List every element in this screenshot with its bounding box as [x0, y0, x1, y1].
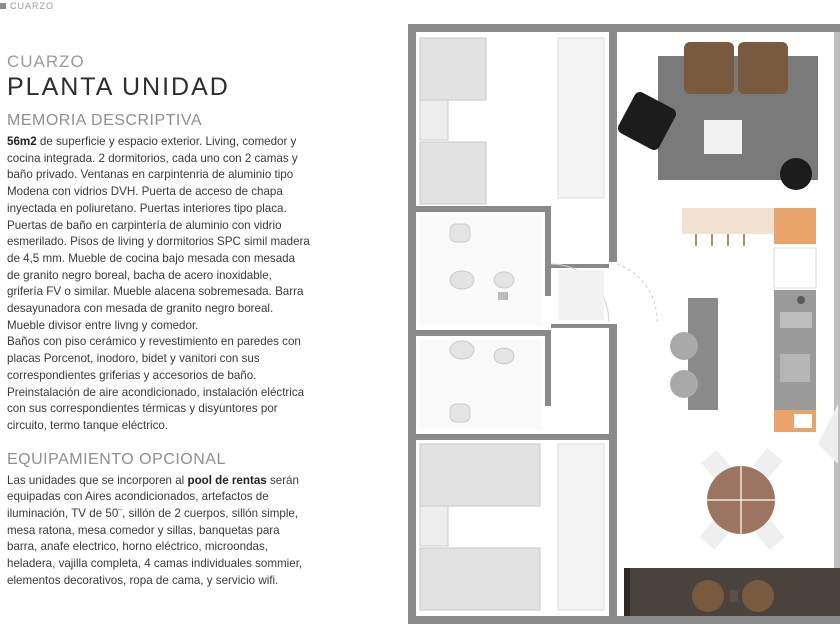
floor-plan [408, 24, 840, 630]
bed-icon [420, 38, 486, 100]
equipamiento-line: mesa ratona, mesa comedor y sillas, banquetas para [7, 523, 280, 537]
equipamiento-line: iluminación, TV de 50¨, sillón de 2 cuerpos, sillón simple, [7, 507, 299, 521]
coffee-table [704, 120, 742, 154]
terrace [624, 568, 840, 616]
memoria-line: cocina integrada. 2 dormitorios, cada uno con 2 camas y [7, 151, 298, 165]
memoria-line: con sus correspondientes térmicas y disyuntores por [7, 402, 278, 416]
sink-icon [450, 404, 470, 422]
bathroom-2 [420, 340, 542, 430]
memoria-line: de superficie y espacio exterior. Living, comedor y [36, 135, 297, 148]
kitchen-counter-granite [774, 290, 816, 410]
stool-icon [670, 370, 698, 398]
wall-left [408, 24, 416, 624]
wardrobe [558, 444, 604, 610]
breadcrumb-square-icon [0, 3, 6, 9]
armchair-icon [684, 42, 734, 94]
terrace-side-table [730, 590, 738, 602]
page-eyebrow: CUARZO [7, 52, 85, 71]
toilet-icon [450, 271, 474, 289]
hall-floor [558, 270, 604, 320]
text-column [7, 52, 369, 590]
memoria-line: Preinstalación de aire acondicionado, instalación eléctrica [7, 385, 305, 399]
bathroom-floor [420, 216, 542, 326]
terrace-chair-icon [742, 580, 774, 612]
wall-bath1-top [416, 206, 551, 212]
wall-bath-divider [416, 330, 551, 336]
terrace-chair-icon [692, 580, 724, 612]
wall-bath1-side [545, 206, 551, 296]
memoria-line: circuito, termo tanque eléctrico. [7, 418, 169, 432]
memoria-line: Mueble divisor entre livng y comedor. [7, 318, 199, 332]
shelf-counter [682, 208, 774, 234]
sink-icon [780, 354, 810, 382]
wall-central-lower [609, 324, 617, 624]
equipamiento-heading: EQUIPAMIENTO OPCIONAL [7, 450, 226, 468]
fridge [774, 248, 816, 288]
bidet-icon [494, 348, 514, 364]
equipamiento-line: heladera, vajilla completa, 4 camas individuales sommier, [7, 557, 303, 571]
faucet [498, 292, 508, 300]
memoria-line: de granito negro boreal, bacha de acero inoxidable, [7, 268, 272, 282]
memoria-paragraph [7, 134, 369, 435]
memoria-line: inyectada en poliuretano. Puertas interiores tipo placa. [7, 201, 287, 215]
floor-plan-icon [408, 24, 840, 630]
memoria-line: correspondientes griferias y accesorios de baño. [7, 368, 257, 382]
bathroom-1 [420, 216, 542, 326]
memoria-line: Puertas de baño en carpintería de aluminio con vidrio [7, 218, 282, 232]
wall-top [408, 24, 840, 32]
bidet-icon [494, 272, 514, 288]
window-right [834, 32, 840, 568]
toilet-icon [450, 341, 474, 359]
appliance [794, 414, 812, 428]
wall-hall-b [551, 324, 609, 328]
equipamiento-intro: Las unidades que se incorporen al [7, 473, 188, 487]
central-wall [609, 32, 617, 624]
bed-icon [420, 548, 540, 610]
equipamiento-line: barra, anafe electrico, horno eléctrico, microondas, [7, 540, 268, 554]
memoria-line: desayunadora con mesada de granito negro boreal. [7, 302, 274, 316]
stool-icon [670, 332, 698, 360]
terrace-edge [624, 568, 630, 616]
nightstand [420, 506, 448, 546]
memoria-line: placas Porcenot, inodoro, bidet y vanitori con sus [7, 352, 260, 366]
memoria-line: de 4,5 mm. Mueble de cocina bajo mesada con mesada [7, 251, 296, 265]
bathroom-floor [420, 340, 542, 430]
memoria-line: Modena con vidrios DVH. Puerta de acceso de chapa [7, 185, 283, 199]
hall [551, 264, 609, 322]
cooktop [780, 312, 812, 328]
equipamiento-first-tail: serán [266, 473, 299, 487]
breadcrumb [0, 1, 54, 11]
nightstand [420, 100, 448, 140]
bed-icon [420, 444, 540, 506]
wall-central-upper [609, 32, 617, 262]
equipamiento-line: equipadas con Aires acondicionados, artefactos de [7, 490, 269, 504]
armchair-icon [738, 42, 788, 94]
faucet [797, 296, 805, 304]
side-table [780, 158, 812, 190]
memoria-line: grifería FV o similar. Mueble alacena sobremesada. Barra [7, 285, 304, 299]
wall-bottom [408, 616, 840, 624]
wardrobe [558, 38, 604, 198]
memoria-line: baño privado. Ventanas en carpintenria de aluminio tipo [7, 168, 294, 182]
kitchen-counter-icon [774, 208, 816, 244]
sink-icon [450, 224, 470, 242]
memoria-lead-bold: 56m2 [7, 135, 37, 148]
wall-bath2-bottom [416, 434, 609, 440]
wall-bath2-side [545, 336, 551, 406]
breadcrumb-label: CUARZO [10, 1, 54, 11]
bed-icon [420, 142, 486, 204]
equipamiento-paragraph [7, 473, 369, 590]
page-title: PLANTA UNIDAD [7, 73, 230, 101]
memoria-line: esmerilado. Pisos de living y dormitorios SPC simil madera [7, 235, 310, 249]
memoria-line: Baños con piso cerámico y revestimiento en paredes con [7, 335, 301, 349]
memoria-heading: MEMORIA DESCRIPTIVA [7, 112, 203, 129]
equipamiento-line: elementos decorativos, ropa de cama, y servicio wifi. [7, 573, 279, 587]
equipamiento-bold: pool de rentas [187, 473, 267, 487]
